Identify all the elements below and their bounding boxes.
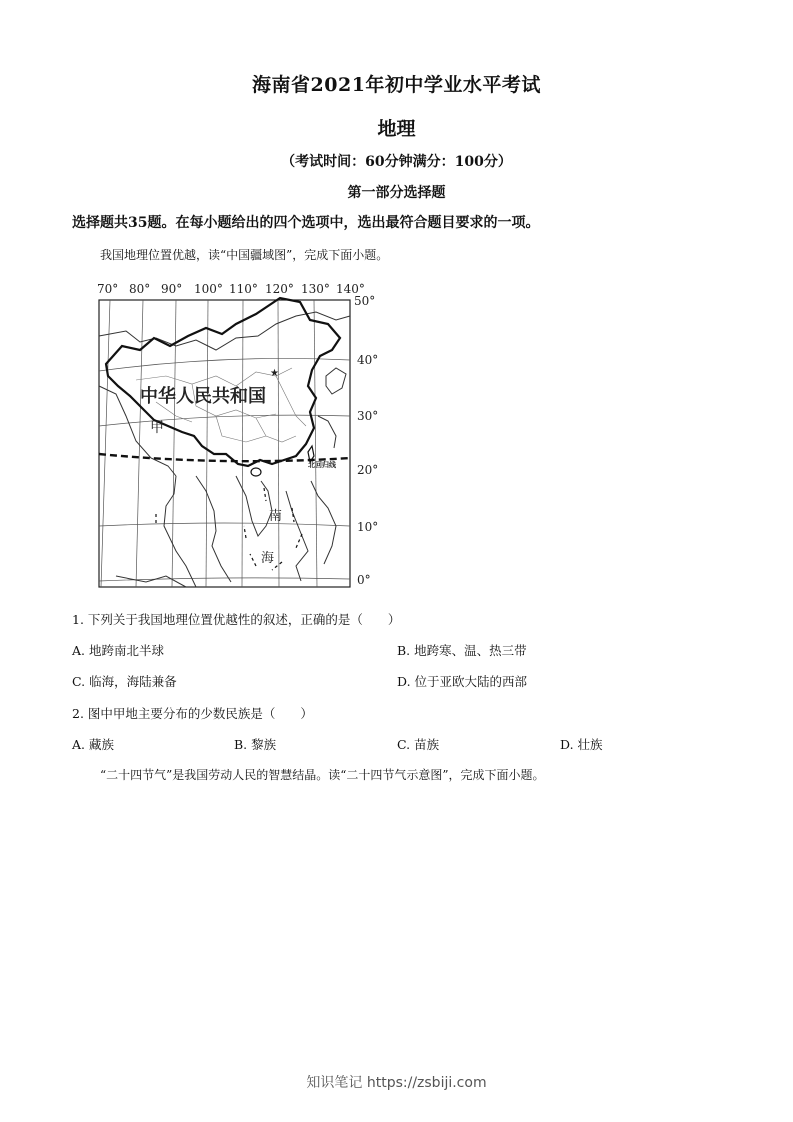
south-china-sea-boundary xyxy=(156,488,302,570)
question-2-stem: 2. 图中甲地主要分布的少数民族是（ ） xyxy=(72,706,313,721)
lon-label: 120° xyxy=(265,282,294,296)
exam-title: 海南省2021年初中学业水平考试 xyxy=(252,74,541,96)
lat-label: 10° xyxy=(357,520,379,534)
tropic-of-cancer-label: 北回归线 xyxy=(308,460,336,469)
q2-option-b[interactable]: B. 黎族 xyxy=(234,737,277,752)
sea-label-south: 南 xyxy=(269,509,283,524)
lat-label: 30° xyxy=(357,409,379,423)
country-label: 中华人民共和国 xyxy=(140,386,266,407)
lon-label: 70° xyxy=(97,282,119,296)
footer-watermark[interactable]: 知识笔记 https://zsbiji.com xyxy=(306,1075,487,1091)
exam-time-note: （考试时间：60分钟满分：100分） xyxy=(281,154,512,170)
hainan-island xyxy=(251,468,261,476)
question-1-stem: 1. 下列关于我国地理位置优越性的叙述，正确的是（ ） xyxy=(72,612,401,627)
subject-title: 地理 xyxy=(377,118,416,140)
lat-label: 20° xyxy=(357,463,379,477)
china-territory-map xyxy=(96,276,386,592)
passage-map-intro: 我国地理位置优越，读“中国疆域图”，完成下面小题。 xyxy=(100,248,389,262)
section-instruction: 选择题共35题。在每小题给出的四个选项中，选出最符合题目要求的一项。 xyxy=(72,215,540,231)
marker-jia: 甲 xyxy=(150,420,164,436)
lon-label: 130° xyxy=(301,282,330,296)
q2-option-a[interactable]: A. 藏族 xyxy=(72,737,114,752)
lat-label: 0° xyxy=(357,573,371,587)
q1-option-b[interactable]: B. 地跨寒、温、热三带 xyxy=(397,643,527,658)
part-heading: 第一部分选择题 xyxy=(347,185,446,201)
q2-option-c[interactable]: C. 苗族 xyxy=(397,737,440,752)
q1-option-a[interactable]: A. 地跨南北半球 xyxy=(72,643,164,658)
lon-label: 80° xyxy=(129,282,151,296)
lat-label: 40° xyxy=(357,353,379,367)
lon-label: 110° xyxy=(229,282,258,296)
q2-option-d[interactable]: D. 壮族 xyxy=(560,737,603,752)
q1-option-d[interactable]: D. 位于亚欧大陆的西部 xyxy=(397,674,528,689)
q1-option-c[interactable]: C. 临海，海陆兼备 xyxy=(72,674,177,689)
lon-label: 140° xyxy=(336,282,365,296)
sea-label-sea: 海 xyxy=(261,551,275,566)
lon-label: 90° xyxy=(161,282,183,296)
map-frame xyxy=(99,300,350,587)
lat-label: 50° xyxy=(354,294,376,308)
passage-solar-terms-intro: “二十四节气”是我国劳动人民的智慧结晶。读“二十四节气示意图”，完成下面小题。 xyxy=(100,768,545,782)
capital-star-icon: ★ xyxy=(270,368,279,379)
lon-label: 100° xyxy=(194,282,223,296)
graticule xyxy=(99,300,350,587)
